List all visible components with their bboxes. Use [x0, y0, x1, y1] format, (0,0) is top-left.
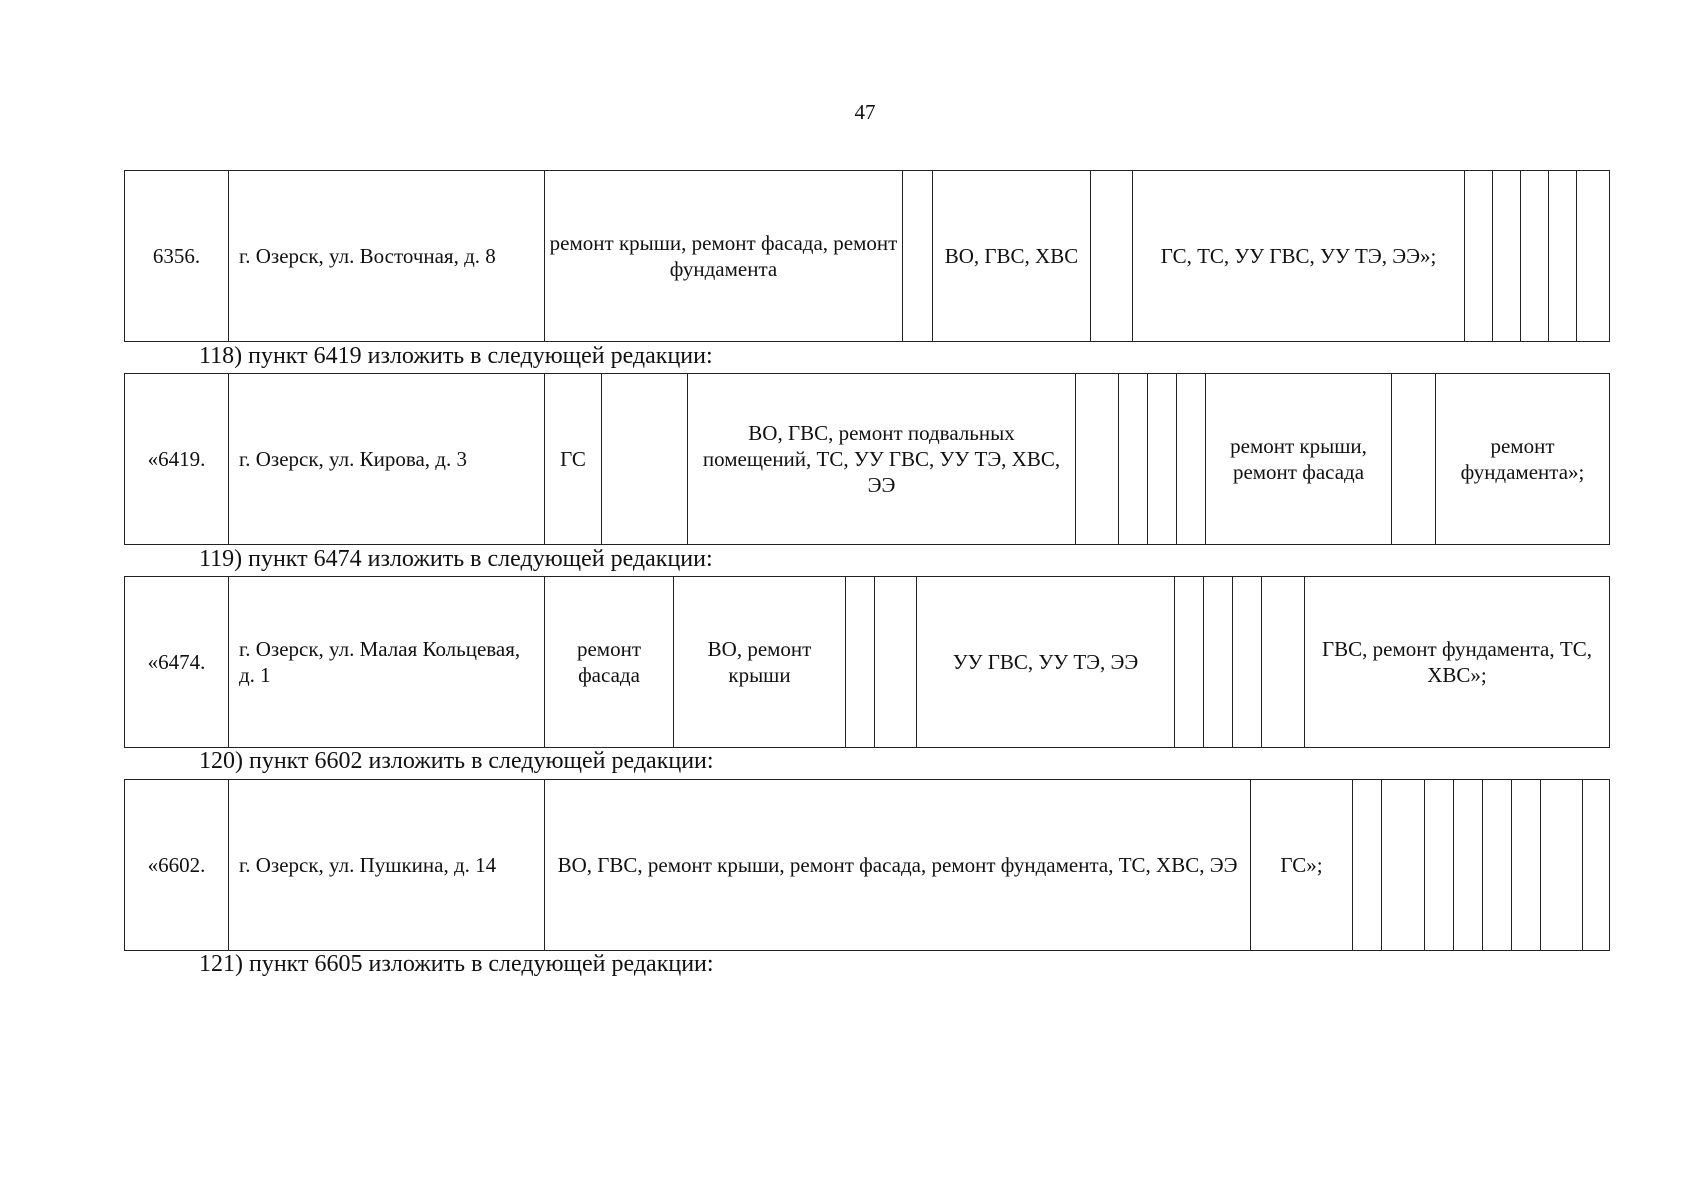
row-number: «6602. — [125, 780, 229, 951]
instruction-text: 119) пункт 6474 изложить в следующей редакции: — [199, 546, 713, 572]
row-number: «6419. — [125, 374, 229, 545]
empty-cell — [1521, 171, 1549, 342]
row-cell: ГВС, ремонт фундамента, ТС, ХВС»; — [1305, 577, 1610, 748]
row-address: г. Озерск, ул. Кирова, д. 3 — [229, 374, 545, 545]
empty-cell — [1262, 577, 1305, 748]
empty-cell — [1577, 171, 1610, 342]
empty-cell — [875, 577, 917, 748]
empty-cell — [1549, 171, 1577, 342]
empty-cell — [1233, 577, 1262, 748]
empty-cell — [1583, 780, 1610, 951]
empty-cell — [1493, 171, 1521, 342]
table-row-6474 — [124, 576, 1610, 748]
row-cell: УУ ГВС, УУ ТЭ, ЭЭ — [917, 577, 1175, 748]
empty-cell — [1392, 374, 1436, 545]
row-cell: ремонт фасада — [545, 577, 674, 748]
row-cell: ВО, ГВС, ремонт подвальных помещений, ТС, УУ ГВС, УУ ТЭ, ХВС, ЭЭ — [688, 374, 1076, 545]
empty-cell — [1148, 374, 1177, 545]
instruction-text: 118) пункт 6419 изложить в следующей редакции: — [199, 343, 713, 369]
row-cell: ВО, ГВС, ремонт крыши, ремонт фасада, ремонт фундамента, ТС, ХВС, ЭЭ — [545, 780, 1251, 951]
empty-cell — [1353, 780, 1382, 951]
empty-cell — [602, 374, 688, 545]
empty-cell — [1175, 577, 1204, 748]
table-row-6419 — [124, 373, 1610, 545]
empty-cell — [1177, 374, 1206, 545]
table-row-6602 — [124, 779, 1610, 951]
empty-cell — [1382, 780, 1425, 951]
empty-cell — [1425, 780, 1454, 951]
row-cell: ВО, ГВС, ХВС — [933, 171, 1091, 342]
empty-cell — [1204, 577, 1233, 748]
row-cell: ГС — [545, 374, 602, 545]
empty-cell — [1483, 780, 1512, 951]
row-address: г. Озерск, ул. Восточная, д. 8 — [229, 171, 545, 342]
row-cell: ВО, ремонт крыши — [674, 577, 846, 748]
row-number: «6474. — [125, 577, 229, 748]
empty-cell — [846, 577, 875, 748]
instruction-text: 120) пункт 6602 изложить в следующей редакции: — [199, 748, 714, 774]
row-address: г. Озерск, ул. Малая Кольцевая, д. 1 — [229, 577, 545, 748]
row-cell: ГС»; — [1251, 780, 1353, 951]
row-cell: ГС, ТС, УУ ГВС, УУ ТЭ, ЭЭ»; — [1133, 171, 1465, 342]
empty-cell — [1091, 171, 1133, 342]
row-cell: ремонт фундамента»; — [1436, 374, 1610, 545]
row-cell: ремонт крыши, ремонт фасада — [1206, 374, 1392, 545]
row-cell: ремонт крыши, ремонт фасада, ремонт фундамента — [545, 171, 903, 342]
row-number: 6356. — [125, 171, 229, 342]
empty-cell — [1119, 374, 1148, 545]
instruction-text: 121) пункт 6605 изложить в следующей редакции: — [199, 951, 714, 977]
page-number: 47 — [854, 100, 876, 124]
empty-cell — [1454, 780, 1483, 951]
table-row-6356 — [124, 170, 1610, 342]
row-address: г. Озерск, ул. Пушкина, д. 14 — [229, 780, 545, 951]
empty-cell — [1076, 374, 1119, 545]
empty-cell — [1465, 171, 1493, 342]
empty-cell — [903, 171, 933, 342]
empty-cell — [1541, 780, 1583, 951]
empty-cell — [1512, 780, 1541, 951]
